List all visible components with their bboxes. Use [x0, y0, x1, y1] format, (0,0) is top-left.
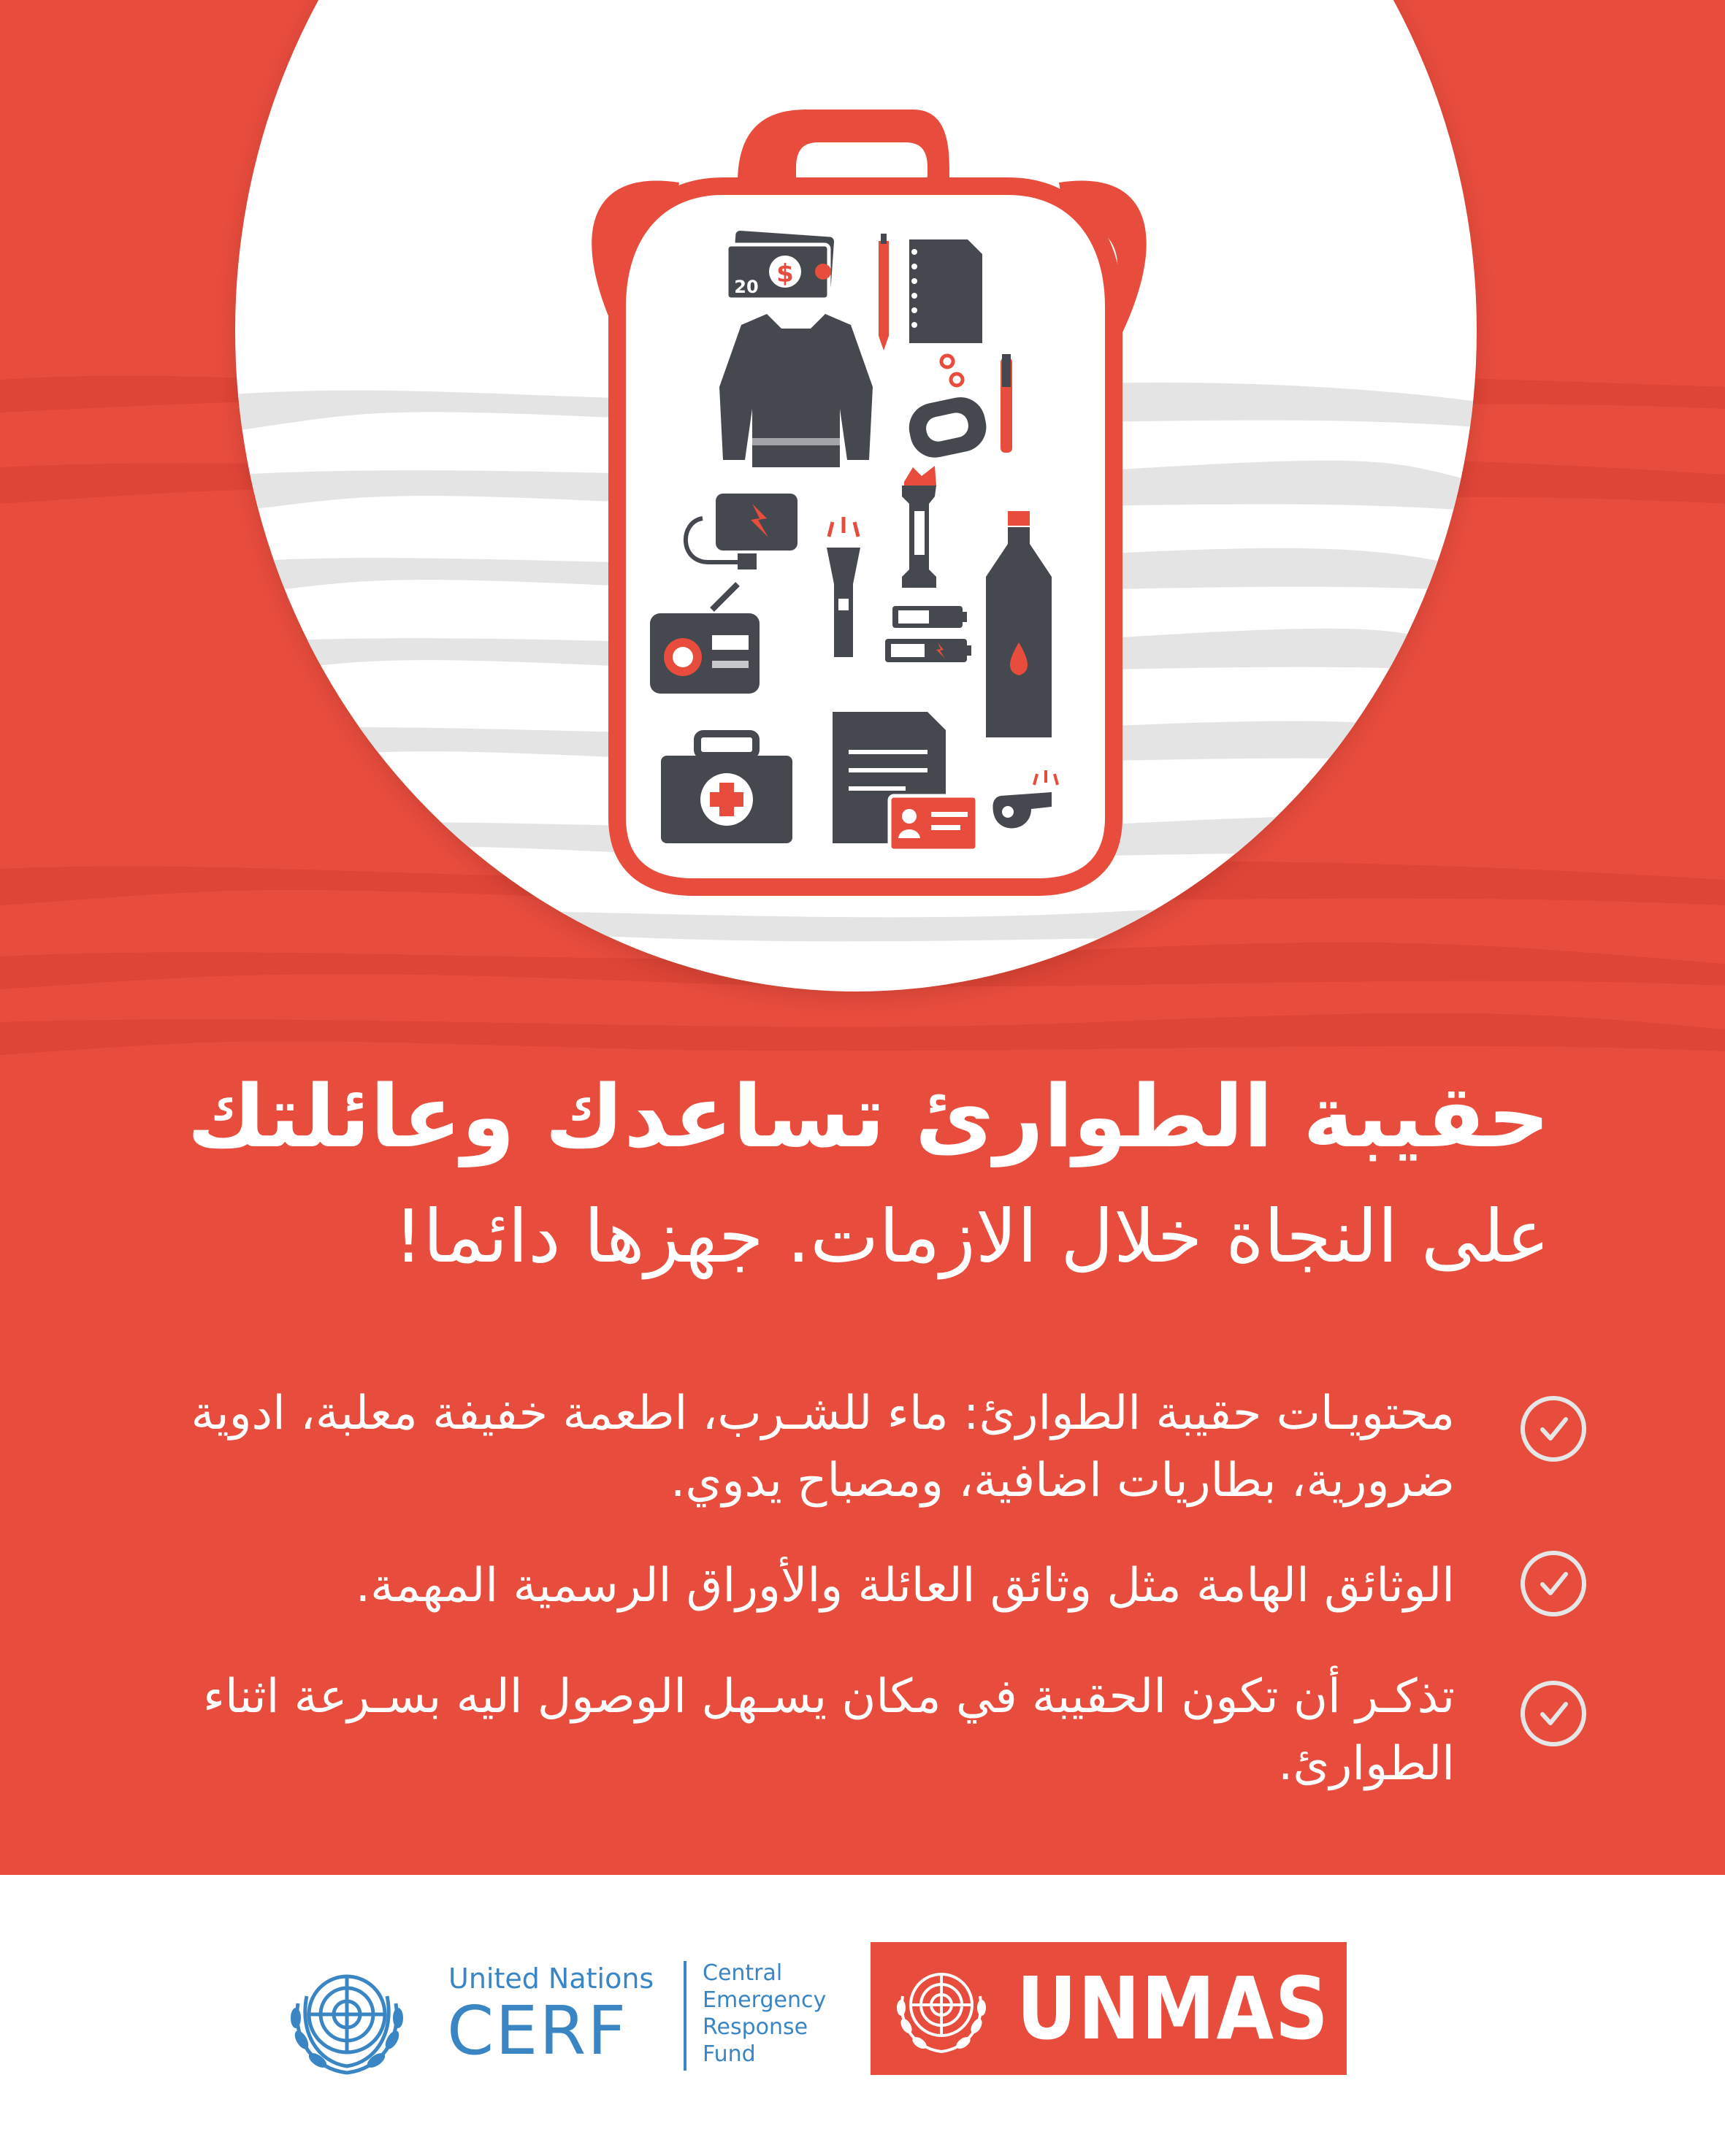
id-card-icon — [890, 796, 977, 851]
cerf-full-line: Central — [703, 1960, 783, 1986]
cerf-acronym: CERF — [447, 1992, 628, 2070]
check-circle-icon — [1521, 1551, 1586, 1616]
unmas-logo — [871, 1942, 1347, 2075]
headline-secondary: على النجاة خلال الازمات. جهزها دائما! — [394, 1194, 1550, 1279]
cerf-full-line: Response — [703, 2014, 808, 2040]
unmas-wordmark: UNMAS — [1017, 1958, 1330, 2059]
backpack-illustration — [235, 0, 1477, 991]
sweater-icon — [719, 314, 873, 467]
un-emblem-icon — [278, 1952, 416, 2091]
money-symbol: $ — [776, 259, 794, 288]
cerf-full-line: Emergency — [703, 1987, 827, 2013]
hero-circle — [235, 0, 1477, 991]
cerf-full-line: Fund — [703, 2041, 756, 2067]
check-circle-icon — [1521, 1396, 1586, 1462]
checklist-item-location: تذكـر أن تكون الحقيبة في مكان يسـهل الوصول اليه بسـرعة اثناء الطوارئ. — [202, 1670, 1455, 1791]
footer-logos — [0, 1875, 1725, 2156]
toothbrush-icon — [1001, 354, 1012, 453]
un-emblem-icon — [887, 1955, 996, 2065]
cerf-org-name: United Nations — [448, 1963, 654, 1995]
money-icon — [727, 231, 834, 299]
pen-icon — [879, 234, 889, 350]
checklist-item-documents: الوثائق الهامة مثل وثائق العائلة والأوراق الرسمية المهمة. — [355, 1559, 1455, 1613]
checklist-item-supplies: محتويـات حقيبة الطوارئ: ماء للشـرب، اطعمة خفيفة معلبة، ادوية ضرورية، بطاريات اضافية، ومصباح يدوي. — [191, 1386, 1455, 1508]
cerf-divider — [684, 1961, 686, 2071]
cerf-full-name — [703, 1960, 826, 2068]
notebook-icon — [909, 239, 982, 343]
money-denomination: 20 — [734, 277, 759, 297]
headline-primary: حقيبة الطوارئ تساعدك وعائلتك — [187, 1066, 1550, 1167]
check-circle-icon — [1521, 1681, 1586, 1746]
